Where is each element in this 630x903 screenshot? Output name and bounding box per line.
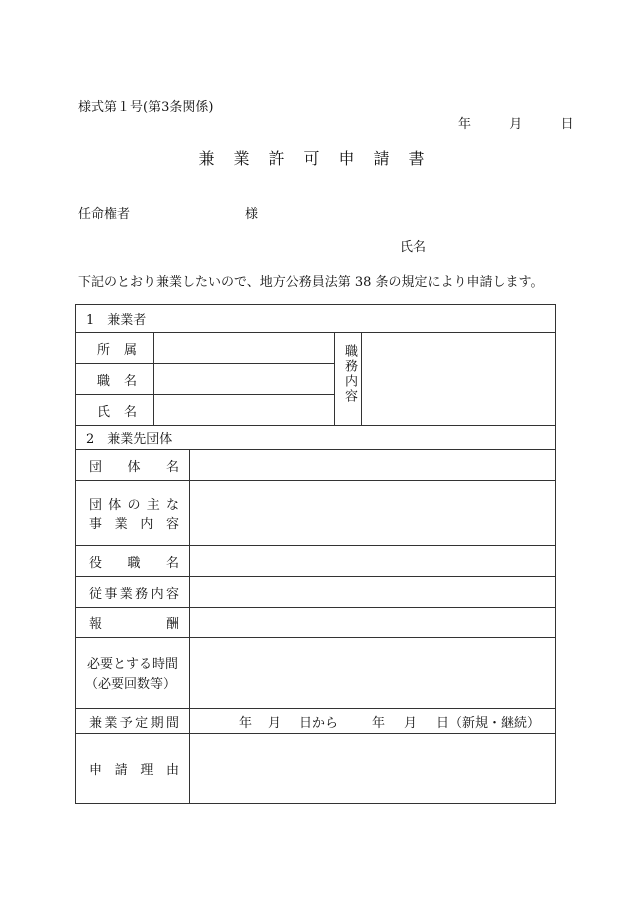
date-day: 日: [560, 117, 574, 132]
section2-heading: 2 兼業先団体: [86, 432, 173, 447]
duties-label: 職務内容: [342, 344, 357, 404]
submission-date: [458, 113, 574, 132]
intro-sentence: 下記のとおり兼業したいので、地方公務員法第 38 条の規定により申請します。: [78, 275, 544, 290]
main-business-label-line2: 事 業 内 容: [89, 516, 179, 532]
form-number: 様式第１号(第3条関係): [78, 100, 214, 115]
affiliation-label: 所 属: [97, 342, 137, 358]
main-business-label-line1: 団 体 の 主 な: [89, 497, 179, 513]
application-reason-label: 申 請 理 由: [89, 763, 179, 778]
period-to-day: 日（新規・継続）: [436, 715, 541, 731]
required-time-label-line2: （必要回数等）: [85, 676, 177, 692]
appointing-authority-label: 任命権者: [78, 207, 131, 222]
date-month: 月: [509, 117, 523, 132]
position-label: 職 名: [97, 373, 137, 389]
applicant-name-label: 氏名: [400, 240, 427, 255]
required-time-label-line1: 必要とする時間: [87, 656, 179, 672]
period-from-year: 年: [239, 715, 253, 731]
period-from-month: 月: [268, 715, 282, 731]
honorific-sama: 様: [245, 207, 259, 222]
period-to-month: 月: [404, 715, 418, 731]
name-label: 氏 名: [97, 404, 137, 420]
document-title: 兼業許可申請書: [198, 149, 444, 168]
section1-heading: 1 兼業者: [86, 313, 147, 328]
compensation-label: 報 酬: [89, 617, 179, 632]
role-label: 役 職 名: [89, 555, 179, 571]
work-content-label: 従 事 業 務 内 容: [89, 586, 179, 602]
period-from-day: 日から: [299, 715, 339, 731]
organization-name-label: 団 体 名: [89, 459, 179, 475]
date-year: 年: [458, 117, 472, 132]
planned-period-label: 兼 業 予 定 期 間: [89, 715, 179, 731]
period-to-year: 年: [372, 715, 386, 731]
